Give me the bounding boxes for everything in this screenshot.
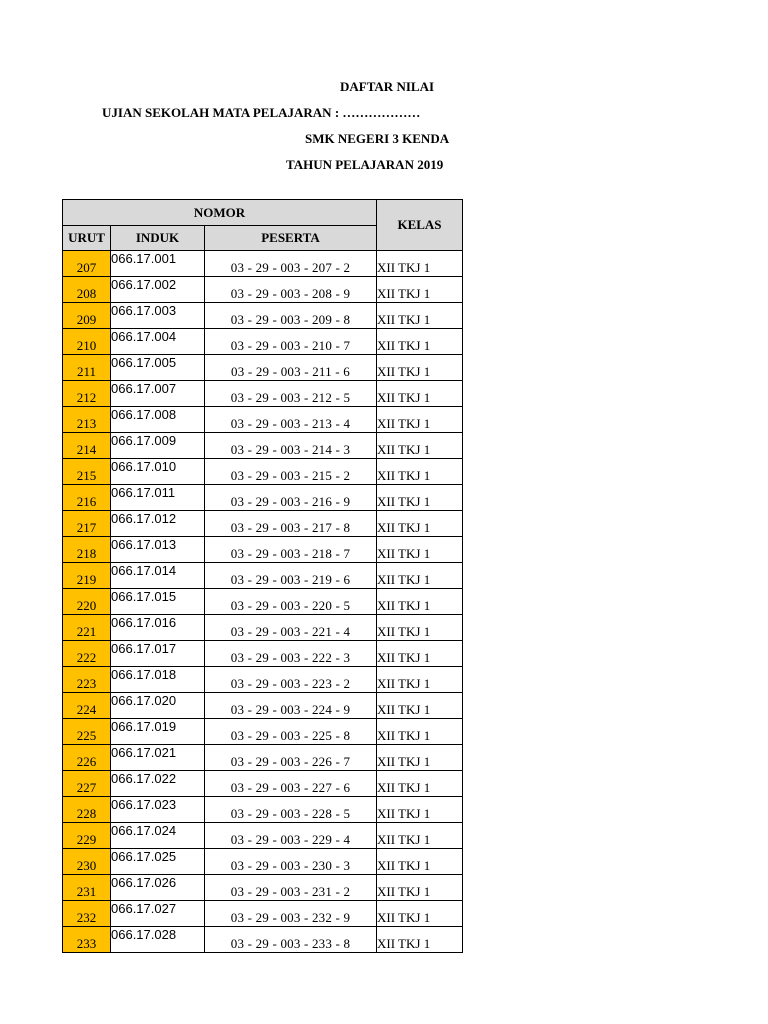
- table-row: [63, 823, 463, 849]
- peserta-cell: 03 - 29 - 003 - 229 - 4: [205, 823, 377, 849]
- urut-cell: 222: [63, 641, 111, 667]
- table-row: [63, 745, 463, 771]
- urut-cell: 221: [63, 615, 111, 641]
- peserta-cell: 03 - 29 - 003 - 209 - 8: [205, 303, 377, 329]
- induk-cell: 066.17.024: [111, 823, 205, 849]
- peserta-cell: 03 - 29 - 003 - 225 - 8: [205, 719, 377, 745]
- peserta-cell: 03 - 29 - 003 - 224 - 9: [205, 693, 377, 719]
- table-row: [63, 277, 463, 303]
- induk-cell: 066.17.019: [111, 719, 205, 745]
- table-row: [63, 927, 463, 953]
- induk-cell: 066.17.025: [111, 849, 205, 875]
- kelas-cell: XII TKJ 1: [377, 459, 463, 485]
- peserta-cell: 03 - 29 - 003 - 220 - 5: [205, 589, 377, 615]
- kelas-cell: XII TKJ 1: [377, 485, 463, 511]
- kelas-cell: XII TKJ 1: [377, 849, 463, 875]
- kelas-cell: XII TKJ 1: [377, 693, 463, 719]
- induk-cell: 066.17.028: [111, 927, 205, 953]
- table-row: [63, 589, 463, 615]
- peserta-cell: 03 - 29 - 003 - 219 - 6: [205, 563, 377, 589]
- kelas-cell: XII TKJ 1: [377, 745, 463, 771]
- table-row: [63, 771, 463, 797]
- urut-cell: 230: [63, 849, 111, 875]
- urut-cell: 218: [63, 537, 111, 563]
- urut-cell: 213: [63, 407, 111, 433]
- kelas-cell: XII TKJ 1: [377, 407, 463, 433]
- peserta-cell: 03 - 29 - 003 - 233 - 8: [205, 927, 377, 953]
- urut-cell: 215: [63, 459, 111, 485]
- urut-cell: 207: [63, 251, 111, 277]
- kelas-cell: XII TKJ 1: [377, 797, 463, 823]
- table-row: [63, 459, 463, 485]
- induk-cell: 066.17.003: [111, 303, 205, 329]
- table-row: [63, 719, 463, 745]
- kelas-cell: XII TKJ 1: [377, 329, 463, 355]
- peserta-cell: 03 - 29 - 003 - 212 - 5: [205, 381, 377, 407]
- kelas-cell: XII TKJ 1: [377, 589, 463, 615]
- table-row: [63, 381, 463, 407]
- urut-cell: 219: [63, 563, 111, 589]
- kelas-cell: XII TKJ 1: [377, 667, 463, 693]
- peserta-cell: 03 - 29 - 003 - 232 - 9: [205, 901, 377, 927]
- induk-cell: 066.17.017: [111, 641, 205, 667]
- peserta-cell: 03 - 29 - 003 - 207 - 2: [205, 251, 377, 277]
- peserta-cell: 03 - 29 - 003 - 213 - 4: [205, 407, 377, 433]
- urut-cell: 210: [63, 329, 111, 355]
- kelas-column-header: KELAS: [377, 200, 463, 251]
- table-row: [63, 251, 463, 277]
- table-row: [63, 511, 463, 537]
- table-row: [63, 901, 463, 927]
- table-row: [63, 641, 463, 667]
- induk-cell: 066.17.005: [111, 355, 205, 381]
- table-row: [63, 329, 463, 355]
- table-row: [63, 433, 463, 459]
- kelas-cell: XII TKJ 1: [377, 381, 463, 407]
- urut-cell: 220: [63, 589, 111, 615]
- peserta-cell: 03 - 29 - 003 - 215 - 2: [205, 459, 377, 485]
- school-name: SMK NEGERI 3 KENDA: [305, 131, 450, 146]
- grades-table: [62, 199, 463, 953]
- table-row: [63, 303, 463, 329]
- induk-cell: 066.17.013: [111, 537, 205, 563]
- urut-cell: 228: [63, 797, 111, 823]
- kelas-cell: XII TKJ 1: [377, 251, 463, 277]
- table-row: [63, 537, 463, 563]
- header-block: [0, 70, 463, 180]
- induk-cell: 066.17.001: [111, 251, 205, 277]
- urut-cell: 231: [63, 875, 111, 901]
- table-row: [63, 875, 463, 901]
- kelas-cell: XII TKJ 1: [377, 771, 463, 797]
- peserta-cell: 03 - 29 - 003 - 211 - 6: [205, 355, 377, 381]
- peserta-cell: 03 - 29 - 003 - 218 - 7: [205, 537, 377, 563]
- kelas-cell: XII TKJ 1: [377, 615, 463, 641]
- induk-cell: 066.17.015: [111, 589, 205, 615]
- urut-cell: 214: [63, 433, 111, 459]
- induk-cell: 066.17.016: [111, 615, 205, 641]
- kelas-cell: XII TKJ 1: [377, 433, 463, 459]
- peserta-cell: 03 - 29 - 003 - 227 - 6: [205, 771, 377, 797]
- induk-cell: 066.17.009: [111, 433, 205, 459]
- peserta-cell: 03 - 29 - 003 - 231 - 2: [205, 875, 377, 901]
- kelas-cell: XII TKJ 1: [377, 901, 463, 927]
- kelas-cell: XII TKJ 1: [377, 927, 463, 953]
- table-row: [63, 615, 463, 641]
- urut-cell: 232: [63, 901, 111, 927]
- induk-cell: 066.17.004: [111, 329, 205, 355]
- peserta-cell: 03 - 29 - 003 - 221 - 4: [205, 615, 377, 641]
- academic-year: TAHUN PELAJARAN 2019: [286, 157, 444, 172]
- table-row: [63, 849, 463, 875]
- urut-column-header: URUT: [63, 226, 111, 251]
- peserta-cell: 03 - 29 - 003 - 223 - 2: [205, 667, 377, 693]
- nomor-group-header: NOMOR: [63, 200, 377, 226]
- induk-cell: 066.17.012: [111, 511, 205, 537]
- induk-cell: 066.17.014: [111, 563, 205, 589]
- table-row: [63, 797, 463, 823]
- peserta-cell: 03 - 29 - 003 - 228 - 5: [205, 797, 377, 823]
- subject-line: UJIAN SEKOLAH MATA PELAJARAN : ………………: [102, 105, 421, 120]
- document-title: DAFTAR NILAI: [340, 79, 435, 94]
- peserta-cell: 03 - 29 - 003 - 216 - 9: [205, 485, 377, 511]
- urut-cell: 224: [63, 693, 111, 719]
- urut-cell: 216: [63, 485, 111, 511]
- peserta-cell: 03 - 29 - 003 - 230 - 3: [205, 849, 377, 875]
- induk-cell: 066.17.021: [111, 745, 205, 771]
- urut-cell: 208: [63, 277, 111, 303]
- urut-cell: 225: [63, 719, 111, 745]
- kelas-cell: XII TKJ 1: [377, 563, 463, 589]
- table-row: [63, 407, 463, 433]
- urut-cell: 229: [63, 823, 111, 849]
- urut-cell: 217: [63, 511, 111, 537]
- urut-cell: 226: [63, 745, 111, 771]
- induk-cell: 066.17.027: [111, 901, 205, 927]
- induk-cell: 066.17.008: [111, 407, 205, 433]
- peserta-cell: 03 - 29 - 003 - 214 - 3: [205, 433, 377, 459]
- table-row: [63, 485, 463, 511]
- table-row: [63, 667, 463, 693]
- kelas-cell: XII TKJ 1: [377, 277, 463, 303]
- kelas-cell: XII TKJ 1: [377, 875, 463, 901]
- induk-cell: 066.17.010: [111, 459, 205, 485]
- urut-cell: 209: [63, 303, 111, 329]
- induk-column-header: INDUK: [111, 226, 205, 251]
- kelas-cell: XII TKJ 1: [377, 303, 463, 329]
- urut-cell: 211: [63, 355, 111, 381]
- peserta-cell: 03 - 29 - 003 - 226 - 7: [205, 745, 377, 771]
- table-row: [63, 563, 463, 589]
- urut-cell: 233: [63, 927, 111, 953]
- induk-cell: 066.17.007: [111, 381, 205, 407]
- kelas-cell: XII TKJ 1: [377, 355, 463, 381]
- induk-cell: 066.17.026: [111, 875, 205, 901]
- kelas-cell: XII TKJ 1: [377, 823, 463, 849]
- peserta-cell: 03 - 29 - 003 - 208 - 9: [205, 277, 377, 303]
- peserta-cell: 03 - 29 - 003 - 210 - 7: [205, 329, 377, 355]
- kelas-cell: XII TKJ 1: [377, 537, 463, 563]
- table-row: [63, 355, 463, 381]
- induk-cell: 066.17.002: [111, 277, 205, 303]
- induk-cell: 066.17.022: [111, 771, 205, 797]
- table-row: [63, 693, 463, 719]
- urut-cell: 223: [63, 667, 111, 693]
- kelas-cell: XII TKJ 1: [377, 511, 463, 537]
- peserta-column-header: PESERTA: [205, 226, 377, 251]
- table-body: [63, 251, 463, 953]
- induk-cell: 066.17.020: [111, 693, 205, 719]
- kelas-cell: XII TKJ 1: [377, 719, 463, 745]
- peserta-cell: 03 - 29 - 003 - 222 - 3: [205, 641, 377, 667]
- induk-cell: 066.17.023: [111, 797, 205, 823]
- induk-cell: 066.17.018: [111, 667, 205, 693]
- peserta-cell: 03 - 29 - 003 - 217 - 8: [205, 511, 377, 537]
- urut-cell: 212: [63, 381, 111, 407]
- kelas-cell: XII TKJ 1: [377, 641, 463, 667]
- induk-cell: 066.17.011: [111, 485, 205, 511]
- urut-cell: 227: [63, 771, 111, 797]
